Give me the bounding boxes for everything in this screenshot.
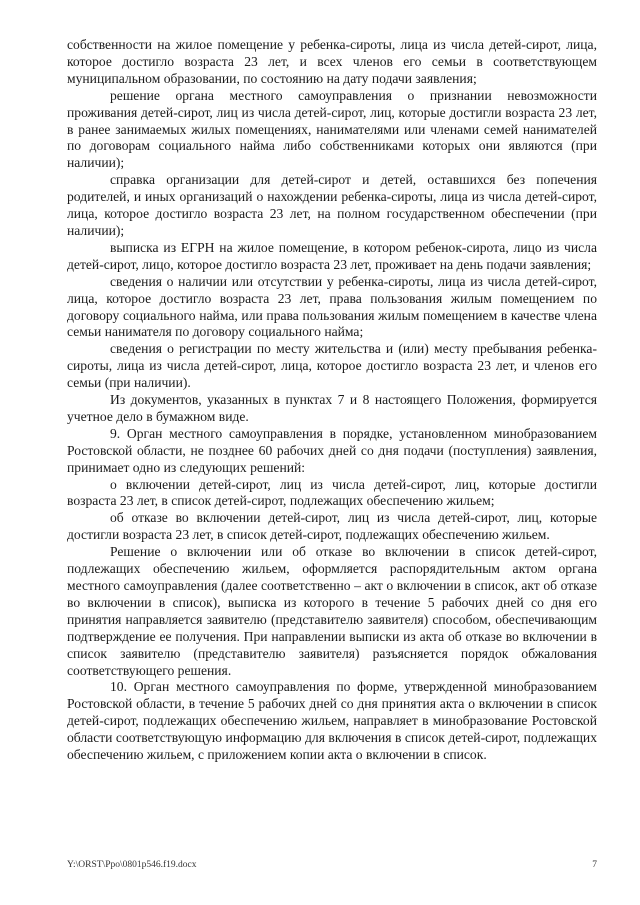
document-body xyxy=(67,37,597,764)
paragraph-decision-refuse: об отказе во включении детей-сирот, лиц из числа детей-сирот, лиц, которые достигли возраста 23 лет, в список детей-сирот, подлежащих обеспечению жильем. xyxy=(67,510,597,543)
paragraph-clause-10: 10. Орган местного самоуправления по форме, утвержденной минобразованием Ростовской области, в течение 5 рабочих дней со дня принятия акта о включении в список детей-сирот, подлежащих обеспечению жильем, направляет в минобразование Ростовской области соответствующую информацию для включения в список детей-сирот, подлежащих обеспечению жильем, с приложением копии акта о включении в список. xyxy=(67,679,597,763)
paragraph-social-rent-info: сведения о наличии или отсутствии у ребенка-сироты, лица из числа детей-сирот, лица, которое достигло возраста 23 лет, права пользования жилым помещением по договору социального найма, или права пользования жилым помещением в качестве члена семьи нанимателя по договору социального найма; xyxy=(67,273,597,340)
paragraph-decision-procedure: Решение о включении или об отказе во включении в список детей-сирот, подлежащих обеспечению жильем, оформляется распорядительным актом органа местного самоуправления (далее соответственно – акт о включении в список, акт об отказе во включении в список), выписка из которого в течение 5 рабочих дней со дня его принятия направляется заявителю (представителю заявителя) способом, обеспечивающим подтверждение ее получения. При направлении выписки из акта об отказе во включении в список заявителю (представителю заявителя) разъясняется порядок обжалования соответствующего решения. xyxy=(67,544,597,678)
paragraph-egrn-extract: выписка из ЕГРН на жилое помещение, в котором ребенок-сирота, лицо из числа детей-сирот, лицо, которое достигло возраста 23 лет, проживает на день подачи заявления; xyxy=(67,239,597,272)
paragraph-organization-certificate: справка организации для детей-сирот и детей, оставшихся без попечения родителей, и иных организаций о нахождении ребенка-сироты, лица из числа детей-сирот, лица, которое достигло возраста 23 лет, на полном государственном обеспечении (при наличии); xyxy=(67,172,597,238)
footer-file-path: Y:\ORST\Ppo\0801p546.f19.docx xyxy=(67,860,197,870)
paragraph-registration-info: сведения о регистрации по месту жительства и (или) месту пребывания ребенка-сироты, лица из числа детей-сирот, лица, которое достигло возраста 23 лет, и членов его семьи (при наличии). xyxy=(67,341,597,391)
paragraph-continuation: собственности на жилое помещение у ребенка-сироты, лица из числа детей-сирот, лица, которое достигло возраста 23 лет, и всех членов его семьи в соответствующем муниципальном образовании, по состоянию на дату подачи заявления; xyxy=(67,37,597,86)
paragraph-decision-impossibility: решение органа местного самоуправления о признании невозможности проживания детей-сирот, лиц из числа детей-сирот, лиц, которые достигли возраста 23 лет, в ранее занимаемых жилых помещениях, нанимателями или членами семей нанимателей по договорам социального найма либо собственниками которых они являются (при наличии); xyxy=(67,87,597,171)
paragraph-clause-9: 9. Орган местного самоуправления в порядке, установленном минобразованием Ростовской области, не позднее 60 рабочих дней со дня подачи (поступления) заявления, принимает одно из следующих решений: xyxy=(67,425,597,475)
paragraph-case-file: Из документов, указанных в пунктах 7 и 8 настоящего Положения, формируется учетное дело в бумажном виде. xyxy=(67,392,597,424)
page-number: 7 xyxy=(592,860,597,870)
paragraph-decision-include: о включении детей-сирот, лиц из числа детей-сирот, лиц, которые достигли возраста 23 лет, в список детей-сирот, подлежащих обеспечению жильем; xyxy=(67,476,597,509)
